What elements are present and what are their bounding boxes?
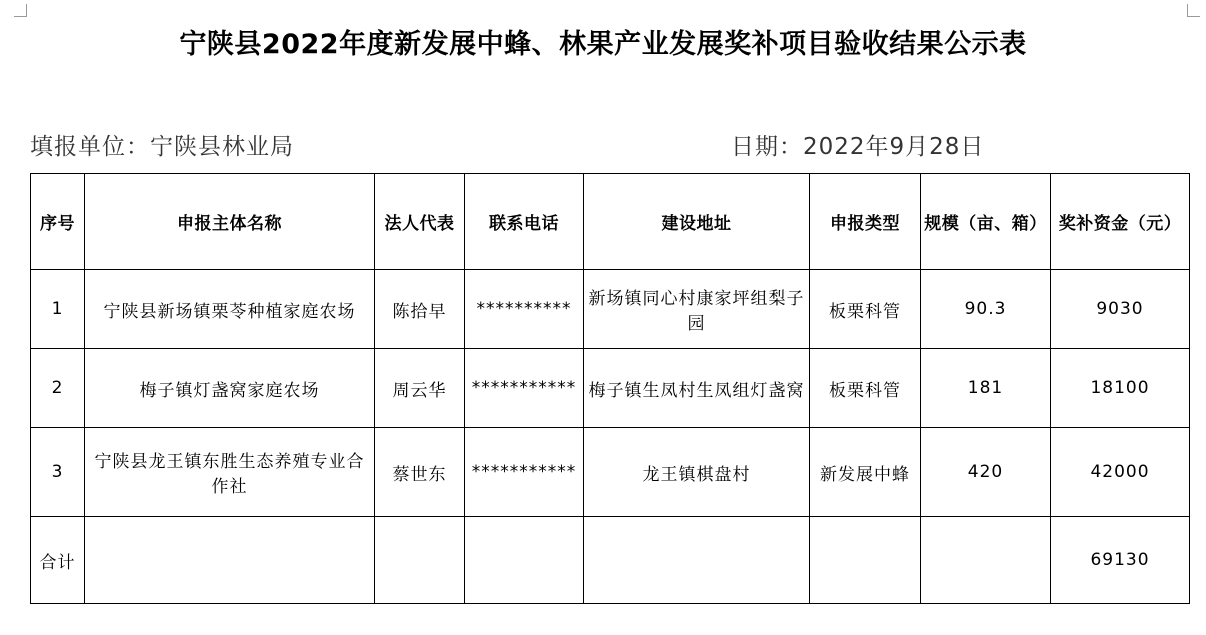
cell-index: 3 [31, 428, 85, 517]
cell-legal-rep: 陈拾早 [375, 270, 465, 349]
results-table [30, 173, 1190, 604]
cell-phone: ********** [465, 270, 584, 349]
table-header-row [31, 174, 1190, 270]
header-address: 建设地址 [584, 174, 810, 270]
document-title: 宁陕县2022年度新发展中蜂、林果产业发展奖补项目验收结果公示表 [179, 29, 1027, 60]
report-unit: 填报单位：宁陕县林业局 [30, 134, 294, 160]
cell-index: 1 [31, 270, 85, 349]
cell-type: 新发展中蜂 [810, 428, 921, 517]
header-scale: 规模（亩、箱） [921, 174, 1051, 270]
cell-address: 新场镇同心村康家坪组梨子园 [584, 270, 810, 349]
cell-empty [465, 517, 584, 604]
header-type: 申报类型 [810, 174, 921, 270]
cell-phone: *********** [465, 428, 584, 517]
cell-scale: 90.3 [921, 270, 1051, 349]
cell-type: 板栗科管 [810, 349, 921, 428]
cell-empty [921, 517, 1051, 604]
cell-applicant-name: 宁陕县龙王镇东胜生态养殖专业合作社 [85, 428, 375, 517]
cell-scale: 181 [921, 349, 1051, 428]
table-row [31, 349, 1190, 428]
cell-fund: 18100 [1051, 349, 1190, 428]
header-index: 序号 [31, 174, 85, 270]
cell-fund: 9030 [1051, 270, 1190, 349]
cell-index: 2 [31, 349, 85, 428]
total-row [31, 517, 1190, 604]
cell-applicant-name: 梅子镇灯盏窝家庭农场 [85, 349, 375, 428]
header-legal-rep: 法人代表 [375, 174, 465, 270]
cell-empty [584, 517, 810, 604]
table-row [31, 428, 1190, 517]
cell-applicant-name: 宁陕县新场镇栗苓种植家庭农场 [85, 270, 375, 349]
cell-address: 梅子镇生凤村生凤组灯盏窝 [584, 349, 810, 428]
page-corner-mark-top-right [1187, 4, 1200, 17]
cell-legal-rep: 蔡世东 [375, 428, 465, 517]
page-corner-mark-top-left [14, 4, 27, 17]
table-row [31, 270, 1190, 349]
cell-empty [810, 517, 921, 604]
cell-phone: *********** [465, 349, 584, 428]
cell-fund: 42000 [1051, 428, 1190, 517]
cell-type: 板栗科管 [810, 270, 921, 349]
cell-legal-rep: 周云华 [375, 349, 465, 428]
cell-empty [375, 517, 465, 604]
header-fund: 奖补资金（元） [1051, 174, 1190, 270]
cell-empty [85, 517, 375, 604]
header-phone: 联系电话 [465, 174, 584, 270]
total-label: 合计 [31, 517, 85, 604]
report-date: 日期：2022年9月28日 [731, 134, 985, 160]
header-applicant-name: 申报主体名称 [85, 174, 375, 270]
cell-address: 龙王镇棋盘村 [584, 428, 810, 517]
total-fund: 69130 [1051, 517, 1190, 604]
cell-scale: 420 [921, 428, 1051, 517]
